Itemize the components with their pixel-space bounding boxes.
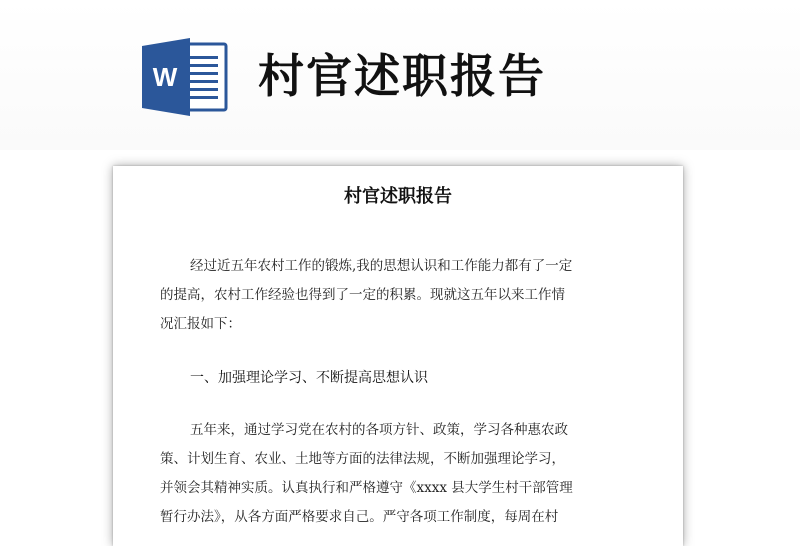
header-banner xyxy=(0,0,800,150)
paragraph-line: 况汇报如下： xyxy=(160,316,241,332)
paragraph-line: 策、计划生育、农业、土地等方面的法律法规，不断加强理论学习， xyxy=(160,451,565,467)
word-document-icon xyxy=(142,38,228,116)
paragraph-line: 暂行办法》，从各方面严格要求自己。严守各项工作制度，每周在村 xyxy=(160,509,559,525)
paragraph-line: 五年来，通过学习党在农村的各项方针、政策，学习各种惠农政 xyxy=(190,422,568,438)
word-logo-letter: W xyxy=(152,62,178,92)
paragraph-line: 并领会其精神实质。认真执行和严格遵守《xxxx 县大学生村干部管理 xyxy=(160,480,573,496)
paragraph-line: 经过近五年农村工作的锻炼,我的思想认识和工作能力都有了一定 xyxy=(190,258,573,274)
document-page xyxy=(113,166,683,546)
section-heading: 一、加强理论学习、不断提高思想认识 xyxy=(190,370,428,386)
document-title: 村官述职报告 xyxy=(344,186,452,207)
page-title: 村官述职报告 xyxy=(258,49,546,103)
paragraph-2 xyxy=(160,416,640,532)
paragraph-1 xyxy=(160,252,640,339)
paragraph-line: 的提高，农村工作经验也得到了一定的积累。现就这五年以来工作情 xyxy=(160,287,565,303)
